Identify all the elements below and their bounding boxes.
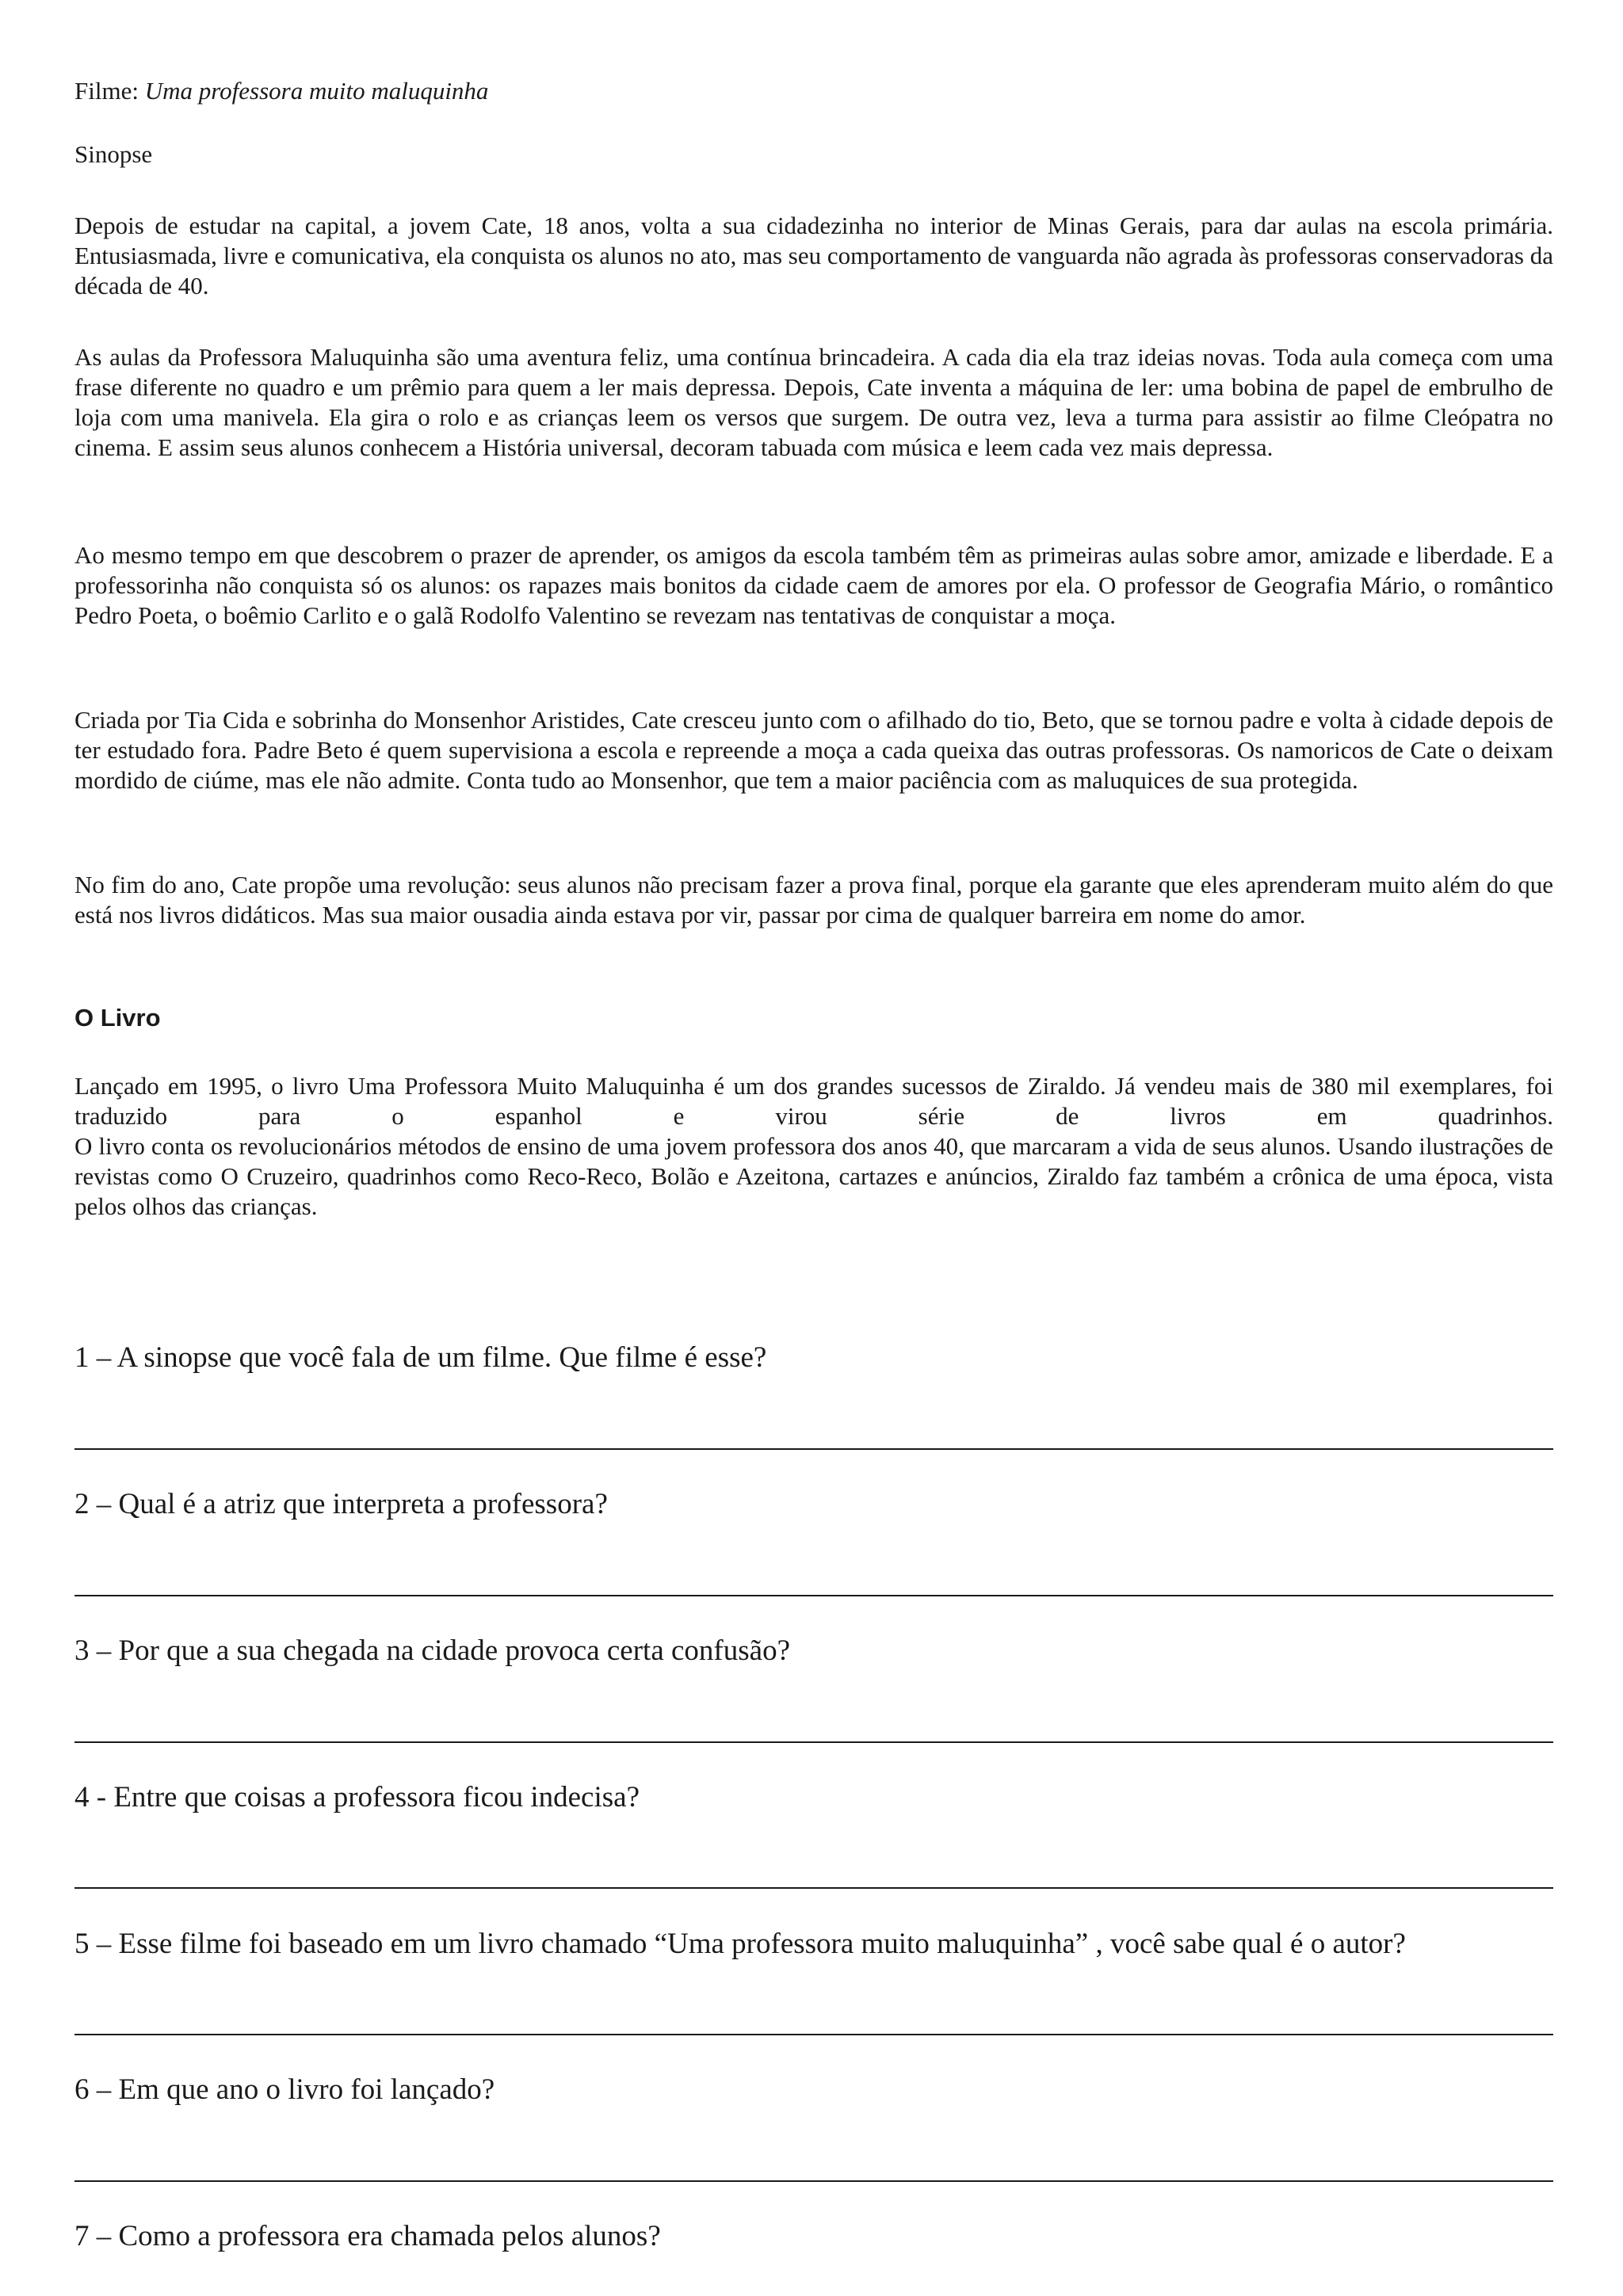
book-paragraph-1: Lançado em 1995, o livro Uma Professora Muito Maluquinha é um dos grandes sucessos de Ziraldo. Já vendeu mais de 380 mil exemplares, foi traduzido para o espanhol e virou série de livros em quadrinhos. xyxy=(74,1072,1553,1130)
answer-line-3[interactable] xyxy=(74,1741,1553,1743)
answer-line-1[interactable] xyxy=(74,1448,1553,1450)
question-3: 3 – Por que a sua chegada na cidade provoca certa confusão? xyxy=(74,1634,790,1667)
answer-line-2[interactable] xyxy=(74,1595,1553,1596)
answer-line-6[interactable] xyxy=(74,2180,1553,2182)
question-2: 2 – Qual é a atriz que interpreta a professora? xyxy=(74,1488,608,1520)
book-paragraph-2: O livro conta os revolucionários métodos de ensino de uma jovem professora dos anos 40, que marcaram a vida de seus alunos. Usando ilustrações de revistas como O Cruzeiro, quadrinhos como Reco-Reco, Bolão e Azeitona, cartazes e anúncios, Ziraldo faz também a crônica de uma época, vista pelos olhos das crianças. xyxy=(74,1132,1553,1220)
question-7: 7 – Como a professora era chamada pelos alunos? xyxy=(74,2220,661,2252)
book-section-heading: O Livro xyxy=(74,1004,161,1032)
synopsis-paragraph-4: Criada por Tia Cida e sobrinha do Monsenhor Aristides, Cate cresceu junto com o afilhado do tio, Beto, que se tornou padre e volta à cidade depois de ter estudado fora. Padre Beto é quem supervisiona a escola e repreende a moça a cada queixa das outras professoras. Os namoricos de Cate o deixam mordido de ciúme, mas ele não admite. Conta tudo ao Monsenhor, que tem a maior paciência com as maluquices de sua protegida. xyxy=(74,706,1553,794)
synopsis-paragraph-5: No fim do ano, Cate propõe uma revolução: seus alunos não precisam fazer a prova final, porque ela garante que eles aprenderam muito além do que está nos livros didáticos. Mas sua maior ousadia ainda estava por vir, passar por cima de qualquer barreira em nome do amor. xyxy=(74,871,1553,929)
question-5: 5 – Esse filme foi baseado em um livro chamado “Uma professora muito maluquinha” , você sabe qual é o autor? xyxy=(74,1928,1406,1960)
question-1: 1 – A sinopse que você fala de um filme. Que filme é esse? xyxy=(74,1341,767,1374)
synopsis-heading: Sinopse xyxy=(74,140,153,168)
question-4: 4 - Entre que coisas a professora ficou indecisa? xyxy=(74,1781,640,1814)
film-title-line xyxy=(74,76,488,106)
synopsis-paragraph-2: As aulas da Professora Maluquinha são uma aventura feliz, uma contínua brincadeira. A cada dia ela traz ideias novas. Toda aula começa com uma frase diferente no quadro e um prêmio para quem a ler mais depressa. Depois, Cate inventa a máquina de ler: uma bobina de papel de embrulho de loja com uma manivela. Ela gira o rolo e as crianças leem os versos que surgem. De outra vez, leva a turma para assistir ao filme Cleópatra no cinema. E assim seus alunos conhecem a História universal, decoram tabuada com música e leem cada vez mais depressa. xyxy=(74,343,1553,461)
synopsis-paragraph-3: Ao mesmo tempo em que descobrem o prazer de aprender, os amigos da escola também têm as primeiras aulas sobre amor, amizade e liberdade. E a professorinha não conquista só os alunos: os rapazes mais bonitos da cidade caem de amores por ela. O professor de Geografia Mário, o romântico Pedro Poeta, o boêmio Carlito e o galã Rodolfo Valentino se revezam nas tentativas de conquistar a moça. xyxy=(74,541,1553,629)
answer-line-4[interactable] xyxy=(74,1887,1553,1889)
answer-line-5[interactable] xyxy=(74,2034,1553,2035)
film-title: Uma professora muito maluquinha xyxy=(144,77,489,105)
synopsis-paragraph-1: Depois de estudar na capital, a jovem Cate, 18 anos, volta a sua cidadezinha no interior de Minas Gerais, para dar aulas na escola primária. Entusiasmada, livre e comunicativa, ela conquista os alunos no ato, mas seu comportamento de vanguarda não agrada às professoras conservadoras da década de 40. xyxy=(74,212,1553,299)
question-6: 6 – Em que ano o livro foi lançado? xyxy=(74,2073,495,2106)
film-label: Filme: xyxy=(74,77,139,105)
